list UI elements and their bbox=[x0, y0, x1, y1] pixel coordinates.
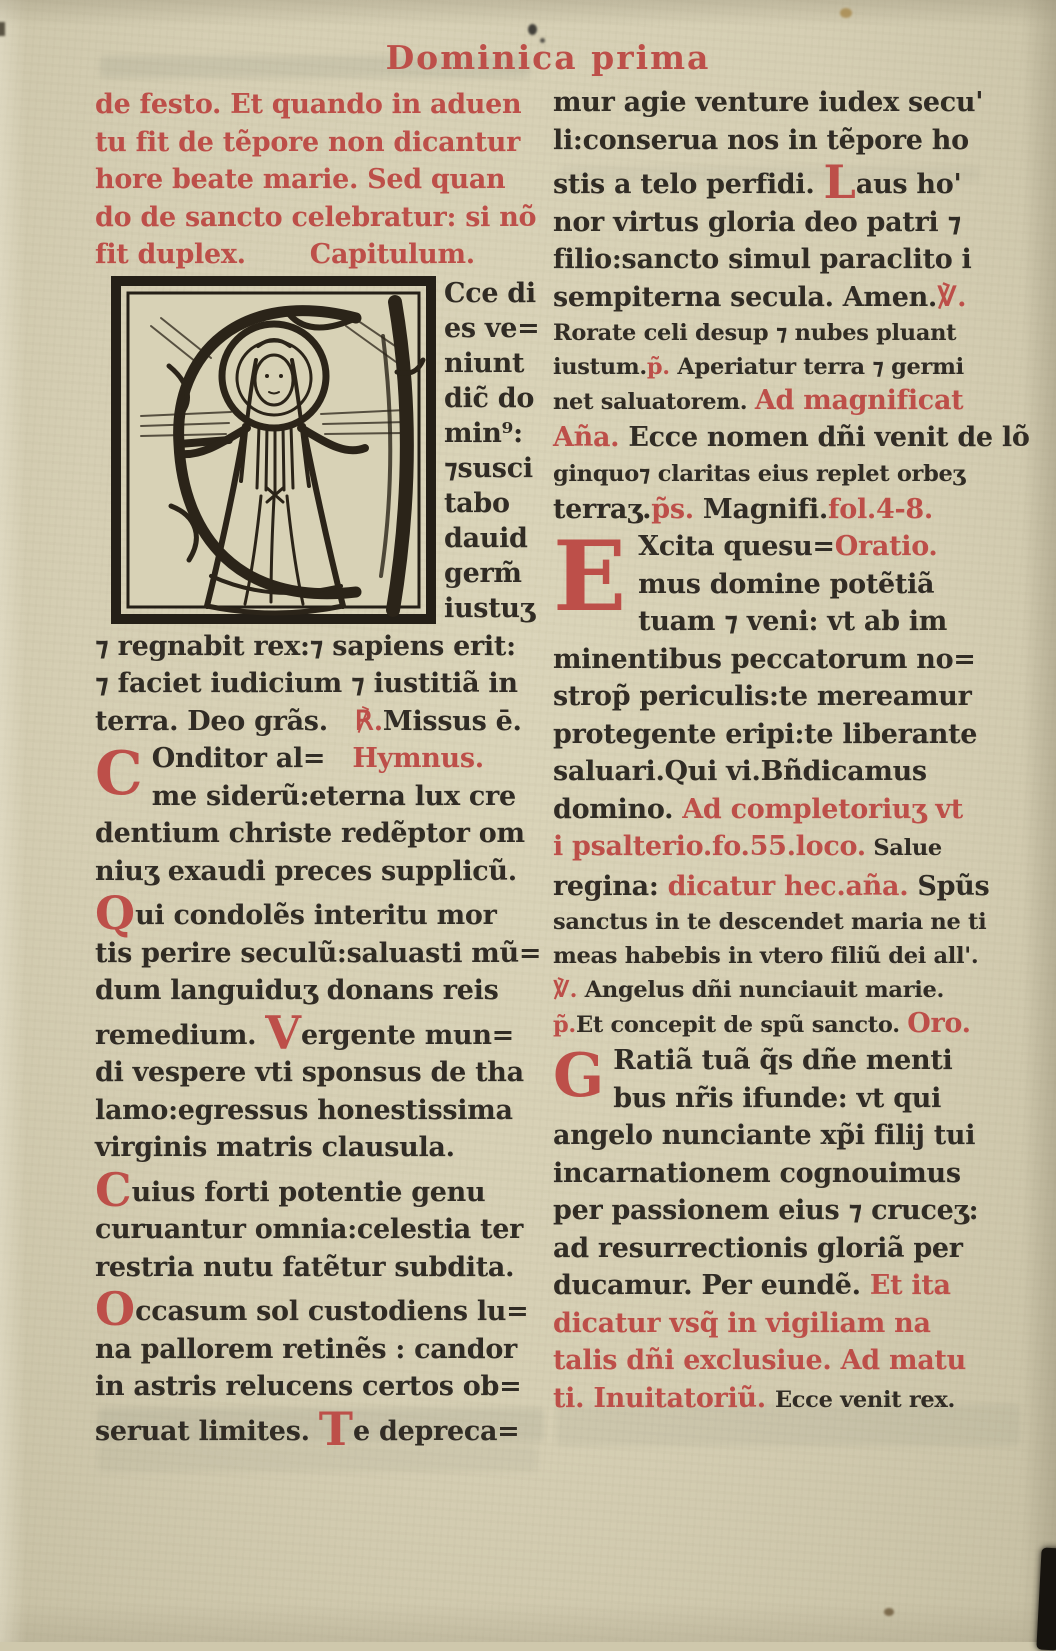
text-line bbox=[95, 815, 547, 853]
left-column bbox=[95, 86, 547, 1456]
text-segment: Hymnus. bbox=[352, 743, 484, 774]
text-segment: ui condolẽs interitu mor bbox=[135, 900, 497, 931]
text-segment: ⁊ faciet iudicium ⁊ iustitiã in bbox=[95, 668, 518, 699]
text-segment: Magnifi. bbox=[693, 493, 828, 525]
text-line bbox=[553, 1380, 1039, 1420]
text-segment: dicatur hec.aña. bbox=[667, 870, 918, 902]
text-segment: mus domine potẽtiã bbox=[638, 568, 935, 600]
left-column-text bbox=[95, 628, 547, 1456]
text-segment: ⁊ regnabit rex:⁊ sapiens erit: bbox=[95, 630, 516, 662]
text-segment: p̃. bbox=[553, 1012, 576, 1038]
text-segment: tu fit de tẽpore non dicantur bbox=[95, 126, 521, 158]
text-segment: niunt bbox=[444, 347, 525, 379]
text-segment: Xcita quesu= bbox=[638, 531, 835, 562]
text-line bbox=[553, 457, 1039, 491]
text-segment: ti. Inuitatoriũ. bbox=[553, 1382, 775, 1414]
text-segment: do de sancto celebratur: si nõ bbox=[95, 201, 537, 233]
text-line bbox=[553, 641, 1039, 679]
text-line bbox=[444, 556, 539, 591]
running-title: Dominica prima bbox=[385, 38, 711, 77]
text-segment: lamo:egressus honestissima bbox=[95, 1094, 513, 1126]
text-line bbox=[95, 1282, 547, 1336]
text-segment: minentibus peccatorum no= bbox=[553, 643, 976, 675]
text-segment: ℣. bbox=[937, 281, 967, 313]
text-segment: L bbox=[823, 155, 856, 209]
text-line bbox=[553, 716, 1039, 754]
text-line bbox=[553, 491, 1039, 529]
text-line bbox=[444, 591, 539, 626]
text-segment: Aña. bbox=[553, 422, 620, 453]
text-line bbox=[444, 311, 539, 346]
text-segment: Q bbox=[95, 886, 136, 940]
text-line bbox=[553, 155, 1039, 209]
text-line bbox=[95, 1162, 547, 1217]
text-line bbox=[553, 316, 1039, 350]
text-segment: O bbox=[95, 1282, 136, 1336]
text-segment: germ̃ bbox=[444, 557, 522, 589]
text-beside-woodcut bbox=[444, 276, 539, 626]
text-line bbox=[95, 1249, 547, 1287]
text-line bbox=[553, 204, 1039, 242]
text-line bbox=[95, 740, 547, 778]
woodcut-row bbox=[111, 276, 547, 626]
text-segment: remedium. bbox=[95, 1019, 266, 1051]
text-segment: na pallorem retinẽs : candor bbox=[95, 1333, 517, 1365]
drop-cap-initial: C bbox=[95, 739, 143, 809]
text-segment: li:conserua nos in tẽpore ho bbox=[553, 124, 969, 156]
text-segment: min⁹: bbox=[444, 417, 523, 449]
text-segment: dum languiduʒ donans reis bbox=[95, 975, 499, 1006]
text-line bbox=[553, 1007, 1039, 1042]
text-segment: ad resurrectionis gloriã per bbox=[553, 1232, 963, 1264]
text-segment: terra. Deo grãs. bbox=[95, 705, 337, 737]
text-line bbox=[444, 276, 539, 311]
text-segment: bus nr̃is ifunde: vt qui bbox=[613, 1082, 942, 1114]
text-line bbox=[95, 124, 547, 162]
text-line bbox=[553, 1155, 1039, 1193]
text-segment: Spũs bbox=[917, 870, 990, 902]
text-line bbox=[553, 905, 1039, 939]
text-segment: es ve= bbox=[444, 312, 540, 344]
text-segment: angelo nunciante xp̃i filij tui bbox=[553, 1120, 976, 1151]
text-segment: dic̃ do bbox=[444, 382, 535, 414]
text-line bbox=[553, 279, 1039, 317]
text-segment: ℟. bbox=[354, 705, 383, 737]
text-segment: curuantur omnia:celestia ter bbox=[95, 1214, 524, 1245]
stain-speck bbox=[840, 8, 852, 18]
woodcut-initial-e bbox=[111, 276, 436, 624]
page-edge-nick bbox=[0, 22, 5, 36]
text-line bbox=[444, 521, 539, 556]
text-line bbox=[95, 1092, 547, 1130]
right-column bbox=[553, 84, 1039, 1419]
text-segment: protegente eripi:te liberante bbox=[553, 718, 978, 750]
text-segment: strop̃ periculis:te mereamur bbox=[553, 681, 972, 712]
text-segment: C bbox=[95, 1162, 132, 1217]
text-segment: net saluatorem. bbox=[553, 389, 755, 415]
text-segment: Aperiatur terra ⁊ germi bbox=[669, 354, 964, 380]
text-line bbox=[95, 1054, 547, 1092]
text-segment: Ad completoriuʒ vt bbox=[682, 793, 963, 825]
text-line bbox=[553, 419, 1039, 457]
text-segment: niuʒ exaudi preces supplicũ. bbox=[95, 855, 517, 887]
text-line bbox=[553, 1267, 1039, 1305]
text-segment: Missus ē. bbox=[382, 705, 522, 737]
text-segment: me siderũ:eterna lux cre bbox=[151, 780, 516, 812]
text-segment: fol.4-8. bbox=[827, 493, 934, 525]
text-line bbox=[444, 381, 539, 416]
text-segment: tis perire seculũ:saluasti mũ= bbox=[95, 937, 542, 969]
text-segment: iustuʒ bbox=[444, 592, 535, 624]
text-line bbox=[553, 1080, 1039, 1118]
text-line bbox=[95, 1368, 547, 1406]
text-line bbox=[95, 972, 547, 1010]
text-line bbox=[95, 665, 547, 703]
text-segment: Et ita bbox=[869, 1270, 951, 1301]
text-line bbox=[553, 1117, 1039, 1155]
text-segment: T bbox=[318, 1401, 354, 1456]
text-segment: sempiterna secula. Amen. bbox=[553, 281, 938, 313]
text-segment: tuam ⁊ veni: vt ab im bbox=[638, 606, 947, 637]
text-line bbox=[95, 1005, 547, 1060]
text-line bbox=[553, 1042, 1039, 1080]
text-line bbox=[95, 199, 547, 237]
text-line bbox=[553, 939, 1039, 973]
text-segment: virginis matris clausula. bbox=[95, 1132, 455, 1163]
text-line bbox=[444, 451, 539, 486]
text-segment: Ad magnificat bbox=[754, 385, 964, 416]
text-segment: domino. bbox=[553, 793, 683, 825]
text-segment: Cce di bbox=[444, 277, 536, 309]
text-line bbox=[553, 868, 1039, 906]
text-segment: Oro. bbox=[907, 1008, 971, 1039]
text-segment: nor virtus gloria deo patri ⁊ bbox=[553, 206, 962, 238]
text-segment: p̃. bbox=[646, 354, 670, 380]
text-line bbox=[553, 753, 1039, 791]
text-line bbox=[95, 1331, 547, 1369]
text-segment: Salue bbox=[865, 835, 942, 861]
text-segment: ℣. bbox=[553, 977, 578, 1003]
adjacent-page-edge bbox=[1036, 1547, 1056, 1650]
text-segment: dentium christe redẽptor om bbox=[95, 818, 525, 849]
drop-cap-initial: G bbox=[553, 1041, 605, 1111]
text-line bbox=[553, 1342, 1039, 1380]
text-line bbox=[553, 1305, 1039, 1343]
text-segment: p̃s. bbox=[651, 493, 694, 525]
text-segment: talis dñi exclusiue. Ad matu bbox=[553, 1345, 966, 1376]
text-segment: ccasum sol custodiens lu= bbox=[135, 1296, 529, 1327]
text-segment: fit duplex. bbox=[95, 239, 246, 270]
text-segment: ⁊susci bbox=[444, 452, 533, 484]
text-segment: hore beate marie. Sed quan bbox=[95, 164, 506, 195]
text-segment: Angelus dñi nunciauit marie. bbox=[577, 977, 945, 1003]
text-line bbox=[95, 1401, 547, 1456]
text-segment: Et concepit de spũ sancto. bbox=[575, 1012, 908, 1038]
text-line bbox=[553, 678, 1039, 716]
text-segment: de festo. Et quando in aduen bbox=[95, 89, 522, 120]
text-line bbox=[95, 935, 547, 973]
text-line bbox=[553, 122, 1039, 160]
text-line bbox=[95, 778, 547, 816]
text-line bbox=[553, 828, 1039, 868]
text-segment: ergente mun= bbox=[301, 1019, 514, 1051]
text-line bbox=[95, 703, 547, 741]
rubric-block bbox=[95, 86, 547, 274]
text-segment: Rorate celi desup ⁊ nubes pluant bbox=[553, 320, 957, 346]
text-segment: aus ho' bbox=[855, 169, 962, 200]
text-segment: stis a telo perfidi. bbox=[553, 169, 824, 200]
text-segment: incarnationem cognouimus bbox=[553, 1157, 961, 1189]
text-segment: terraʒ. bbox=[553, 493, 652, 525]
text-line bbox=[553, 241, 1039, 279]
text-segment: ducamur. Per eundẽ. bbox=[553, 1270, 870, 1301]
text-line bbox=[95, 86, 547, 124]
text-line bbox=[553, 350, 1039, 384]
text-segment: V bbox=[265, 1005, 301, 1060]
text-line bbox=[95, 161, 547, 199]
right-column-text bbox=[553, 84, 1039, 1419]
text-segment: iustum. bbox=[553, 354, 647, 380]
text-line bbox=[553, 84, 1039, 122]
stain-speck bbox=[884, 1608, 894, 1616]
ink-speck bbox=[528, 24, 537, 35]
text-segment: per passionem eius ⁊ cruceʒ: bbox=[553, 1195, 979, 1226]
text-segment: e depreca= bbox=[353, 1415, 520, 1447]
text-line bbox=[444, 346, 539, 381]
text-line bbox=[444, 486, 539, 521]
text-line bbox=[553, 791, 1039, 829]
text-segment: Onditor al= bbox=[151, 743, 335, 774]
text-segment: sanctus in te descendet maria ne ti bbox=[553, 909, 987, 935]
text-segment: di vespere vti sponsus de tha bbox=[95, 1057, 524, 1088]
text-segment: dauid bbox=[444, 522, 528, 554]
text-segment: i psalterio.fo.55.loco. bbox=[553, 831, 866, 862]
text-line bbox=[553, 1192, 1039, 1230]
text-segment: mur agie venture iudex secu' bbox=[553, 87, 984, 118]
text-line bbox=[553, 1230, 1039, 1268]
text-segment: dicatur vsq̃ in vigiliam na bbox=[553, 1307, 931, 1339]
text-line bbox=[95, 628, 547, 666]
text-segment: tabo bbox=[444, 487, 510, 519]
text-line bbox=[95, 886, 547, 940]
drop-cap-initial: E bbox=[553, 520, 627, 633]
text-line bbox=[95, 853, 547, 891]
text-segment: uius forti potentie genu bbox=[131, 1176, 486, 1208]
text-segment: Ecce venit rex. bbox=[774, 1386, 956, 1413]
text-line bbox=[95, 236, 547, 274]
text-segment: Ratiã tuã q̃s dñe menti bbox=[613, 1045, 953, 1076]
text-segment: regina: bbox=[553, 870, 668, 902]
text-segment: seruat limites. bbox=[95, 1415, 319, 1447]
text-line bbox=[95, 1211, 547, 1249]
text-segment: ginquo⁊ claritas eius replet orbeʒ bbox=[553, 460, 966, 487]
text-segment: meas habebis in vtero filiũ dei all'. bbox=[553, 943, 979, 969]
text-line bbox=[95, 1129, 547, 1167]
text-segment: saluari.Qui vi.Bñdicamus bbox=[553, 756, 927, 787]
text-line bbox=[553, 973, 1039, 1007]
text-segment: restria nutu fatẽtur subdita. bbox=[95, 1251, 515, 1283]
text-segment: Oratio. bbox=[834, 531, 938, 562]
text-line bbox=[444, 416, 539, 451]
text-segment: filio:sancto simul paraclito i bbox=[553, 244, 972, 275]
text-segment: Ecce nomen dñi venit de lõ bbox=[619, 422, 1030, 453]
text-segment: in astris relucens certos ob= bbox=[95, 1371, 522, 1402]
text-segment: Capitulum. bbox=[309, 239, 475, 270]
text-line bbox=[553, 384, 1039, 419]
